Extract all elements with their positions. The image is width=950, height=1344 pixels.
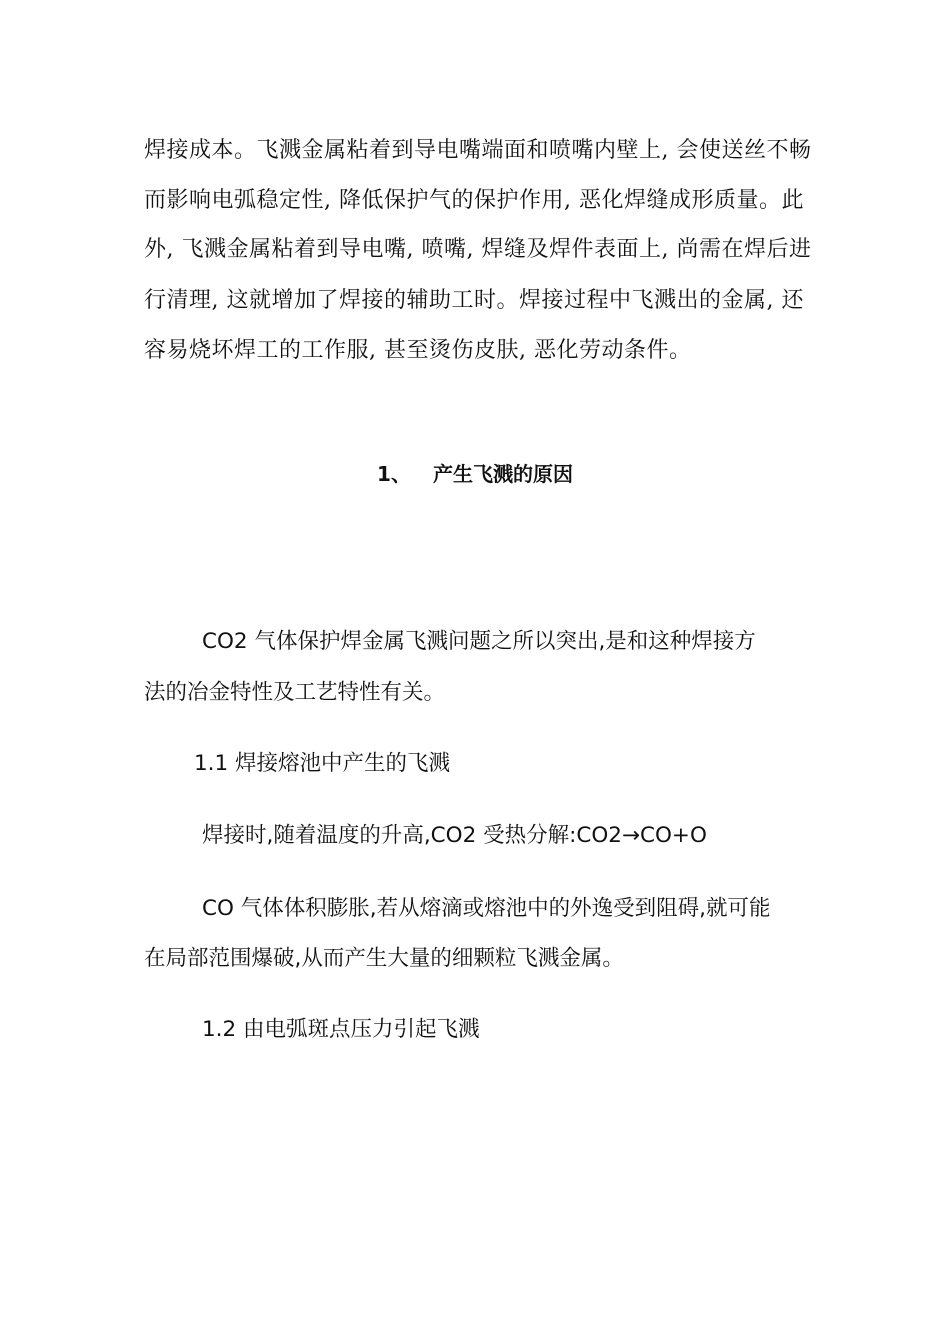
subsection-heading-1-1: 1.1 焊接熔池中产生的飞溅 — [194, 751, 451, 776]
paragraph-decompose: 焊接时,随着温度的升高,CO2 受热分解:CO2→CO+O — [202, 823, 707, 848]
section-heading-number: 1、 — [377, 462, 411, 486]
paragraph-co2-line-2: 法的冶金特性及工艺特性有关。 — [144, 680, 446, 705]
intro-line-2: 而影响电弧稳定性, 降低保护气的保护作用, 恶化焊缝成形质量。此 — [144, 188, 804, 213]
subsection-heading-1-2: 1.2 由电弧斑点压力引起飞溅 — [202, 1017, 480, 1042]
intro-line-5: 容易烧坏焊工的工作服, 甚至烫伤皮肤, 恶化劳动条件。 — [144, 338, 692, 363]
paragraph-co-gas-line-1: CO 气体体积膨胀,若从熔滴或熔池中的外逸受到阻碍,就可能 — [202, 896, 771, 921]
intro-line-1: 焊接成本。飞溅金属粘着到导电嘴端面和喷嘴内壁上, 会使送丝不畅 — [144, 138, 812, 163]
intro-line-3: 外, 飞溅金属粘着到导电嘴, 喷嘴, 焊缝及焊件表面上, 尚需在焊后进 — [144, 237, 812, 262]
intro-line-4: 行清理, 这就增加了焊接的辅助工时。焊接过程中飞溅出的金属, 还 — [144, 288, 804, 313]
paragraph-co2-line-1: CO2 气体保护焊金属飞溅问题之所以突出,是和这种焊接方 — [202, 629, 756, 654]
section-heading — [0, 459, 950, 489]
paragraph-co-gas-line-2: 在局部范围爆破,从而产生大量的细颗粒飞溅金属。 — [144, 946, 624, 971]
section-heading-title: 产生飞溅的原因 — [432, 462, 573, 486]
